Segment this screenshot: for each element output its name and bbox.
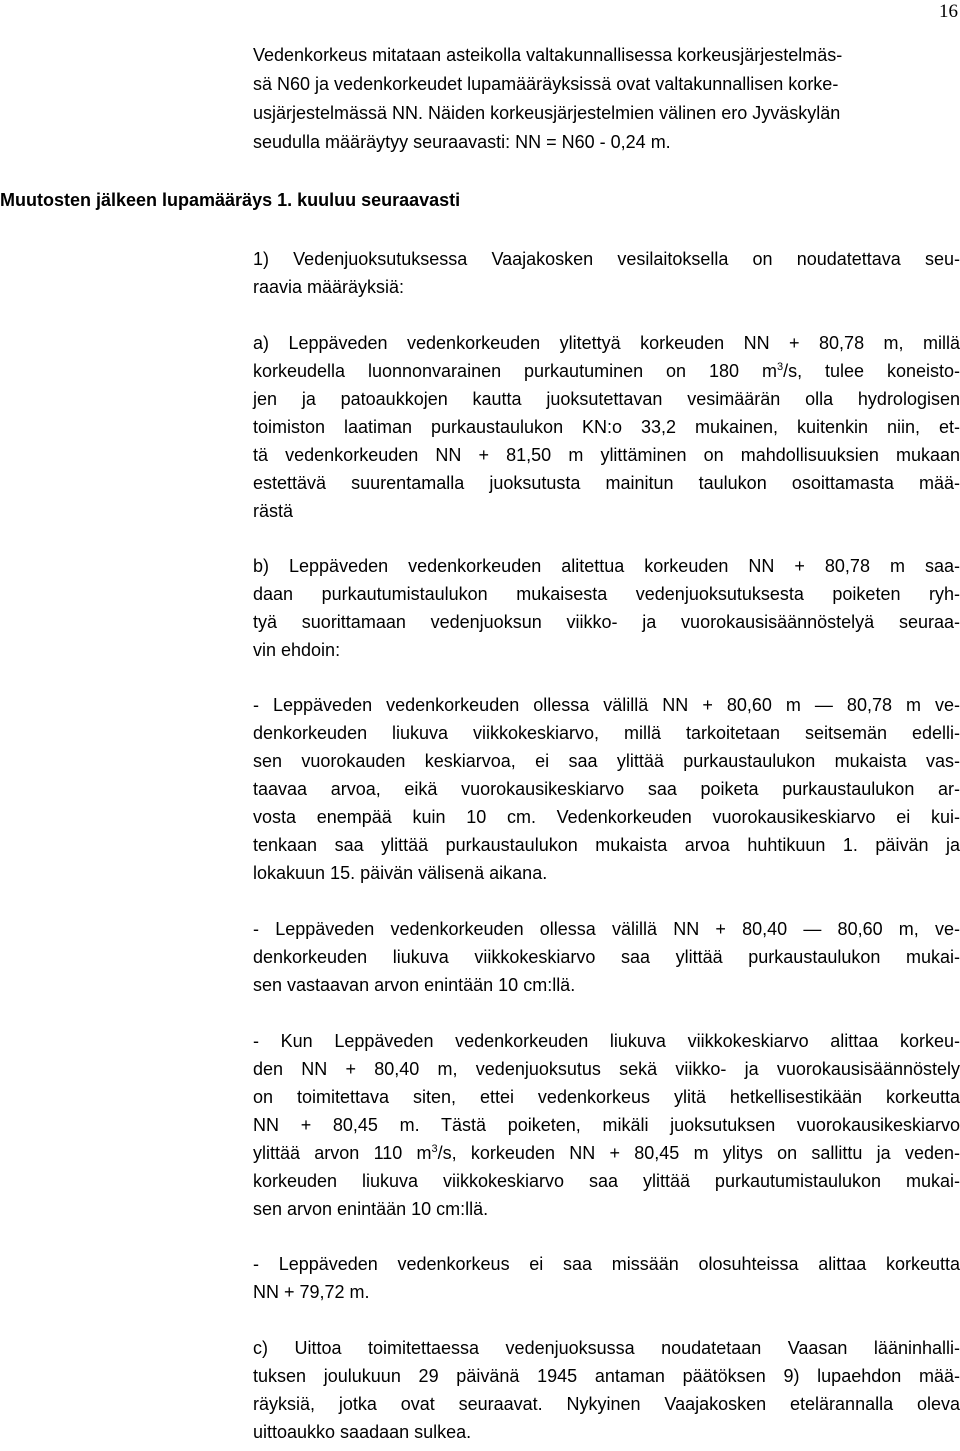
text-line: denkorkeuden liukuva viikkokeskiarvo saa ylittää purkaustaulukon mukai- bbox=[253, 947, 960, 967]
text-line bbox=[253, 1139, 960, 1167]
text-line bbox=[253, 357, 960, 385]
text-line: vin ehdoin: bbox=[253, 640, 341, 660]
paragraph-dash-3 bbox=[253, 1027, 960, 1223]
text-line: - Leppäveden vedenkorkeuden ollessa välillä NN + 80,40 — 80,60 m, ve- bbox=[253, 919, 960, 939]
regulation-body bbox=[253, 245, 960, 1446]
text-line: - Kun Leppäveden vedenkorkeuden liukuva viikkokeskiarvo alittaa korkeu- bbox=[253, 1031, 960, 1051]
intro-line: seudulla määräytyy seuraavasti: NN = N60 - 0,24 m. bbox=[253, 132, 671, 152]
text-line: vosta enempää kuin 10 cm. Vedenkorkeuden vuorokausikeskiarvo ei kui- bbox=[253, 807, 960, 827]
section-heading: Muutosten jälkeen lupamääräys 1. kuuluu seuraavasti bbox=[0, 190, 461, 210]
paragraph-c bbox=[253, 1334, 960, 1446]
page-number: 16 bbox=[939, 1, 958, 22]
text-line: NN + 79,72 m. bbox=[253, 1282, 370, 1302]
text-fragment: /s, korkeuden NN + 80,45 m ylitys on sallittu ja veden- bbox=[437, 1143, 960, 1163]
text-line: tä vedenkorkeuden NN + 81,50 m ylittäminen on mahdollisuuksien mukaan bbox=[253, 445, 960, 465]
paragraph-b bbox=[253, 552, 960, 664]
text-line: tyä suorittamaan vedenjuoksun viikko- ja vuorokausisäännöstelyä seuraa- bbox=[253, 612, 960, 632]
text-line: lokakuun 15. päivän välisenä aikana. bbox=[253, 863, 548, 883]
paragraph-1 bbox=[253, 245, 960, 301]
text-line: jen ja patoaukkojen kautta juoksutettavan vesimäärän olla hydrologisen bbox=[253, 389, 960, 409]
text-line: tenkaan saa ylittää purkaustaulukon mukaista arvoa huhtikuun 1. päivän ja bbox=[253, 835, 960, 855]
text-line: b) Leppäveden vedenkorkeuden alitettua korkeuden NN + 80,78 m saa- bbox=[253, 556, 960, 576]
paragraph-dash-1 bbox=[253, 691, 960, 887]
superscript: 3 bbox=[431, 1143, 438, 1155]
text-fragment: ylittää arvon 110 m bbox=[253, 1143, 432, 1163]
paragraph-dash-2 bbox=[253, 915, 960, 999]
text-line: taavaa arvoa, eikä vuorokausikeskiarvo saa poiketa purkaustaulukon ar- bbox=[253, 779, 960, 799]
text-line: - Leppäveden vedenkorkeus ei saa missään olosuhteissa alittaa korkeutta bbox=[253, 1254, 960, 1274]
intro-line: usjärjestelmässä NN. Näiden korkeusjärjestelmien välinen ero Jyväskylän bbox=[253, 103, 841, 123]
paragraph-a bbox=[253, 329, 960, 525]
text-line: sen arvon enintään 10 cm:llä. bbox=[253, 1199, 489, 1219]
text-line: on toimitettava siten, ettei vedenkorkeus ylitä hetkellisestikään korkeutta bbox=[253, 1087, 960, 1107]
text-line: den NN + 80,40 m, vedenjuoksutus sekä viikko- ja vuorokausisäännöstely bbox=[253, 1059, 960, 1079]
text-line: sen vuorokauden keskiarvoa, ei saa ylittää purkaustaulukon mukaista vas- bbox=[253, 751, 960, 771]
text-line: - Leppäveden vedenkorkeuden ollessa välillä NN + 80,60 m — 80,78 m ve- bbox=[253, 695, 960, 715]
text-line: c) Uittoa toimitettaessa vedenjuoksussa noudatetaan Vaasan lääninhalli- bbox=[253, 1338, 960, 1358]
text-line: 1) Vedenjuoksutuksessa Vaajakosken vesilaitoksella on noudatettava seu- bbox=[253, 249, 960, 269]
text-line: a) Leppäveden vedenkorkeuden ylitettyä korkeuden NN + 80,78 m, millä bbox=[253, 333, 960, 353]
text-line: sen vastaavan arvon enintään 10 cm:llä. bbox=[253, 975, 576, 995]
intro-line: sä N60 ja vedenkorkeudet lupamääräyksissä ovat valtakunnallisen korke- bbox=[253, 74, 839, 94]
text-line: denkorkeuden liukuva viikkokeskiarvo, millä tarkoitetaan seitsemän edelli- bbox=[253, 723, 960, 743]
text-fragment: korkeudella luonnonvarainen purkautuminen on 180 m bbox=[253, 361, 777, 381]
text-line: toimiston laatiman purkaustaulukon KN:o 33,2 mukainen, kuitenkin niin, et- bbox=[253, 417, 960, 437]
text-line: uittoaukko saadaan sulkea. bbox=[253, 1422, 472, 1442]
text-line: raavia määräyksiä: bbox=[253, 277, 405, 297]
text-line: tuksen joulukuun 29 päivänä 1945 antaman päätöksen 9) lupaehdon mää- bbox=[253, 1366, 960, 1386]
text-line: daan purkautumistaulukon mukaisesta vedenjuoksutuksesta poiketen ryh- bbox=[253, 584, 960, 604]
text-line: räyksiä, jotka ovat seuraavat. Nykyinen Vaajakosken etelärannalla oleva bbox=[253, 1394, 960, 1414]
text-line: NN + 80,45 m. Tästä poiketen, mikäli juoksutuksen vuorokausikeskiarvo bbox=[253, 1115, 960, 1135]
text-fragment: /s, tulee koneisto- bbox=[783, 361, 960, 381]
paragraph-dash-4 bbox=[253, 1250, 960, 1306]
text-line: estettävä suurentamalla juoksutusta mainitun taulukon osoittamasta mää- bbox=[253, 473, 960, 493]
intro-line: Vedenkorkeus mitataan asteikolla valtakunnallisessa korkeusjärjestelmäs- bbox=[253, 45, 843, 65]
text-line: rästä bbox=[253, 501, 294, 521]
text-line: korkeuden liukuva viikkokeskiarvo saa ylittää purkautumistaulukon mukai- bbox=[253, 1171, 960, 1191]
intro-paragraph bbox=[253, 41, 960, 157]
superscript: 3 bbox=[776, 361, 784, 373]
